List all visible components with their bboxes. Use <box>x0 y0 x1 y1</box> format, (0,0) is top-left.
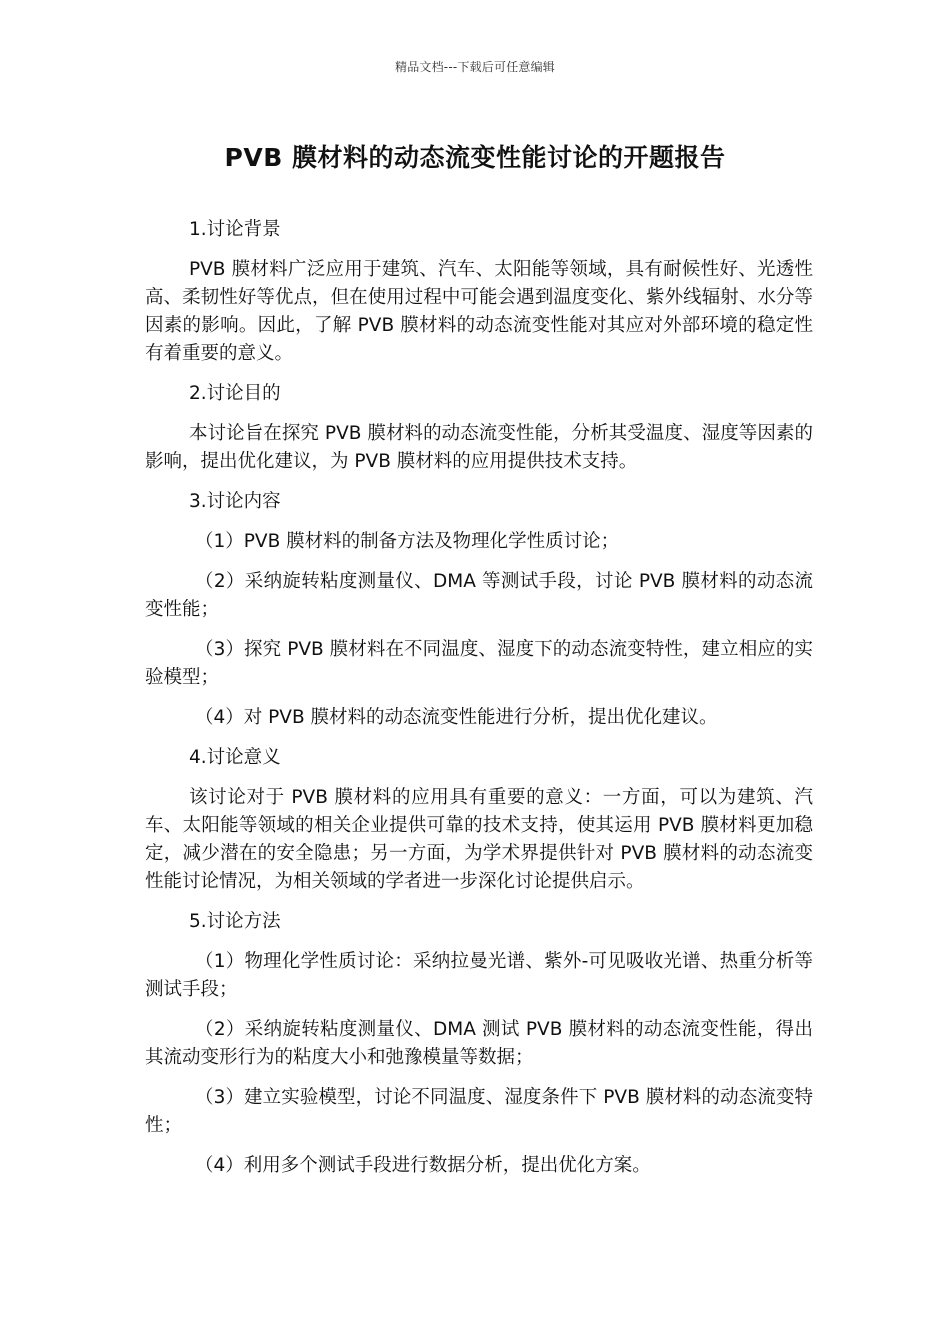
list-item: （3）探究 PVB 膜材料在不同温度、湿度下的动态流变特性，建立相应的实验模型； <box>145 639 813 688</box>
document-body <box>145 216 813 1192</box>
section-paragraph: 本讨论旨在探究 PVB 膜材料的动态流变性能，分析其受温度、湿度等因素的影响，提出优化建议，为 PVB 膜材料的应用提供技术支持。 <box>145 423 813 472</box>
list-item: （1）物理化学性质讨论：采纳拉曼光谱、紫外-可见吸收光谱、热重分析等测试手段； <box>145 951 813 1000</box>
list-item: （4）利用多个测试手段进行数据分析，提出优化方案。 <box>195 1155 651 1176</box>
list-item: （4）对 PVB 膜材料的动态流变性能进行分析，提出优化建议。 <box>195 707 718 728</box>
section-heading: 4.讨论意义 <box>189 747 281 768</box>
section-methods <box>145 908 813 1180</box>
list-item: （2）采纳旋转粘度测量仪、DMA 等测试手段，讨论 PVB 膜材料的动态流变性能； <box>145 571 813 620</box>
document-title: PVB 膜材料的动态流变性能讨论的开题报告 <box>224 143 726 172</box>
list-item: （3）建立实验模型，讨论不同温度、湿度条件下 PVB 膜材料的动态流变特性； <box>145 1087 813 1136</box>
section-paragraph: 该讨论对于 PVB 膜材料的应用具有重要的意义：一方面，可以为建筑、汽车、太阳能等领域的相关企业提供可靠的技术支持，使其运用 PVB 膜材料更加稳定，减少潜在的安全隐患；另一方面，为学术界提供针对 PVB 膜材料的动态流变性能讨论情况，为相关领域的学者进一步深化讨论提供启示。 <box>145 787 813 892</box>
section-significance <box>145 744 813 896</box>
section-heading: 3.讨论内容 <box>189 491 281 512</box>
section-background <box>145 216 813 368</box>
section-heading: 1.讨论背景 <box>189 219 281 240</box>
header-note: 精品文档---下载后可任意编辑 <box>395 60 555 74</box>
section-paragraph: PVB 膜材料广泛应用于建筑、汽车、太阳能等领域，具有耐候性好、光透性高、柔韧性好等优点，但在使用过程中可能会遇到温度变化、紫外线辐射、水分等因素的影响。因此，了解 PVB 膜材料的动态流变性能对其应对外部环境的稳定性有着重要的意义。 <box>145 259 813 364</box>
section-content <box>145 488 813 732</box>
section-heading: 5.讨论方法 <box>189 911 281 932</box>
list-item: （1）PVB 膜材料的制备方法及物理化学性质讨论； <box>195 531 620 552</box>
section-heading: 2.讨论目的 <box>189 383 281 404</box>
list-item: （2）采纳旋转粘度测量仪、DMA 测试 PVB 膜材料的动态流变性能，得出其流动变形行为的粘度大小和弛豫模量等数据； <box>145 1019 813 1068</box>
section-purpose <box>145 380 813 476</box>
